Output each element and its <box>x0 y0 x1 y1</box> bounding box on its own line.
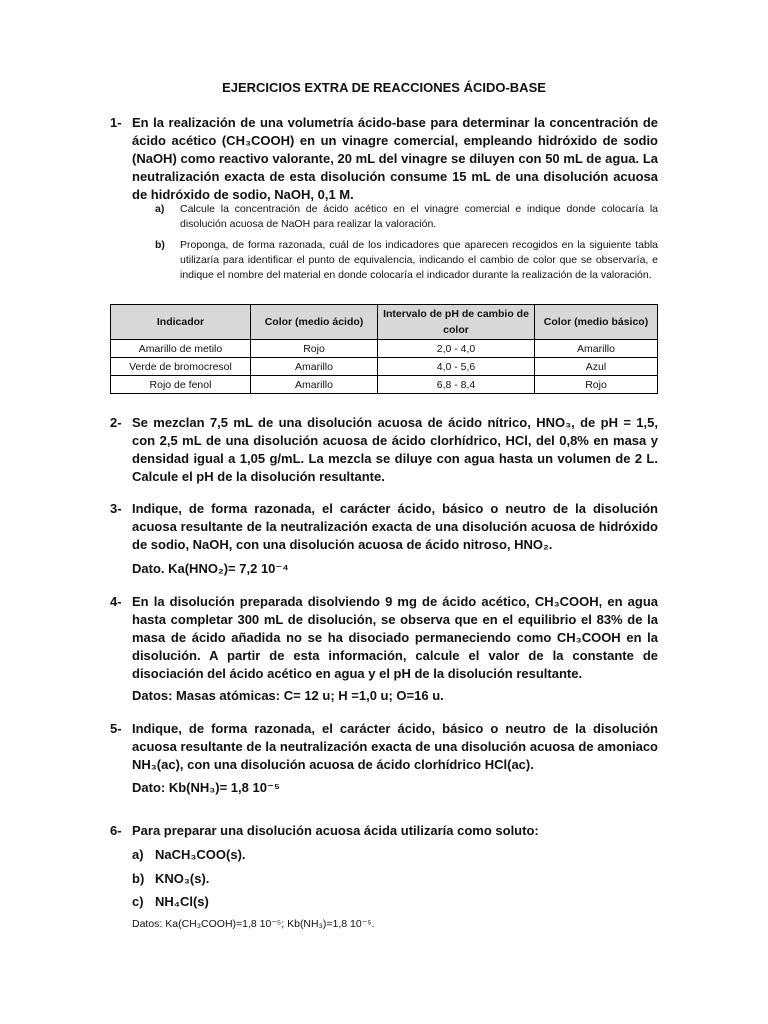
indicator-table <box>110 304 658 394</box>
exercise-text: En la disolución preparada disolviendo 9 mg de ácido acético, CH₃COOH, en agua hasta completar 300 mL de disolución, se observa que en el equilibrio el 83% de la masa de ácido añadida no se ha disociado permaneciendo como CH₃COOH en la disolución. A partir de esta información, calcule el valor de la constante de disociación del ácido acético en agua y el pH de la disolución resultante. <box>132 594 658 681</box>
table-cell: Amarillo <box>251 376 378 394</box>
table-cell: Amarillo <box>535 340 658 358</box>
exercise-number: 1- <box>110 115 122 130</box>
option-text: NH₄Cl(s) <box>155 894 209 909</box>
exercise-6-data: Datos: Ka(CH₃COOH)=1,8 10⁻⁵; Kb(NH₃)=1,8 10⁻⁵. <box>132 918 375 930</box>
exercise-number: 3- <box>110 501 122 516</box>
part-text: Proponga, de forma razonada, cuál de los indicadores que aparecen recogidos en la siguiente tabla utilizaría para identificar el punto de equivalencia, indicando el cambio de color que se observaría, e indique el nombre del material en donde colocaría el indicador durante la realización de la valoración. <box>180 239 658 281</box>
table-cell: Verde de bromocresol <box>111 358 251 376</box>
header-cell: Intervalo de pH de cambio de color <box>378 305 535 340</box>
exercise-1-part-a <box>155 202 658 232</box>
option-label: b) <box>132 871 145 886</box>
exercise-number: 4- <box>110 594 122 609</box>
exercise-1 <box>110 114 658 204</box>
exercise-number: 2- <box>110 415 122 430</box>
table-cell: Amarillo <box>251 358 378 376</box>
table-cell: Rojo de fenol <box>111 376 251 394</box>
exercise-1-part-b <box>155 238 658 283</box>
table-cell: Azul <box>535 358 658 376</box>
part-label: b) <box>155 239 165 251</box>
exercise-number: 6- <box>110 823 122 838</box>
option-text: NaCH₃COO(s). <box>155 847 246 862</box>
option-a <box>132 847 246 862</box>
header-cell: Indicador <box>111 305 251 340</box>
exercise-3 <box>110 500 658 554</box>
exercise-text: Para preparar una disolución acuosa ácida utilizaría como soluto: <box>132 823 539 838</box>
exercise-5-data: Dato: Kb(NH₃)= 1,8 10⁻⁵ <box>132 780 280 795</box>
option-text: KNO₃(s). <box>155 871 210 886</box>
exercise-text: Se mezclan 7,5 mL de una disolución acuosa de ácido nítrico, HNO₃, de pH = 1,5, con 2,5 mL de una disolución acuosa de ácido clorhídrico, HCl, del 0,8% en masa y densidad igual a 1,05 g/mL. La mezcla se diluye con agua hasta un volumen de 2 L. Calcule el pH de la disolución resultante. <box>132 415 658 484</box>
exercise-text: Indique, de forma razonada, el carácter ácido, básico o neutro de la disolución acuosa resultante de la neutralización exacta de una disolución acuosa de amoniaco NH₃(ac), con una disolución acuosa de ácido clorhídrico HCl(ac). <box>132 721 658 772</box>
table-cell: 6,8 - 8,4 <box>378 376 535 394</box>
part-text: Calcule la concentración de ácido acético en el vinagre comercial e indique donde colocaría la disolución acuosa de NaOH para realizar la valoración. <box>180 203 658 230</box>
exercise-number: 5- <box>110 721 122 736</box>
page-title: EJERCICIOS EXTRA DE REACCIONES ÁCIDO-BASE <box>222 80 546 95</box>
table-row <box>111 340 658 358</box>
table-cell: 2,0 - 4,0 <box>378 340 535 358</box>
table-row <box>111 376 658 394</box>
exercise-2 <box>110 414 658 486</box>
exercise-4-data: Datos: Masas atómicas: C= 12 u; H =1,0 u; O=16 u. <box>132 688 444 703</box>
exercise-text: Indique, de forma razonada, el carácter ácido, básico o neutro de la disolución acuosa resultante de la neutralización exacta de una disolución acuosa de hidróxido de sodio, NaOH, con una disolución acuosa de ácido nitroso, HNO₂. <box>132 501 658 552</box>
option-label: a) <box>132 847 144 862</box>
option-c <box>132 894 209 909</box>
table-row <box>111 358 658 376</box>
exercise-6 <box>110 822 658 840</box>
table-cell: Amarillo de metilo <box>111 340 251 358</box>
exercise-4 <box>110 593 658 683</box>
exercise-text: En la realización de una volumetría ácido-base para determinar la concentración de ácido acético (CH₃COOH) en un vinagre comercial, empleando hidróxido de sodio (NaOH) como reactivo valorante, 20 mL del vinagre se diluyen con 50 mL de agua. La neutralización exacta de esta disolución consume 15 mL de una disolución acuosa de hidróxido de sodio, NaOH, 0,1 M. <box>132 115 658 202</box>
part-label: a) <box>155 203 165 215</box>
table-cell: Rojo <box>251 340 378 358</box>
option-label: c) <box>132 894 144 909</box>
option-b <box>132 871 209 886</box>
header-cell: Color (medio básico) <box>535 305 658 340</box>
exercise-3-data: Dato. Ka(HNO₂)= 7,2 10⁻⁴ <box>132 561 289 576</box>
exercise-5 <box>110 720 658 774</box>
table-cell: Rojo <box>535 376 658 394</box>
header-cell: Color (medio ácido) <box>251 305 378 340</box>
table-cell: 4,0 - 5,6 <box>378 358 535 376</box>
table-header-row <box>111 305 658 340</box>
